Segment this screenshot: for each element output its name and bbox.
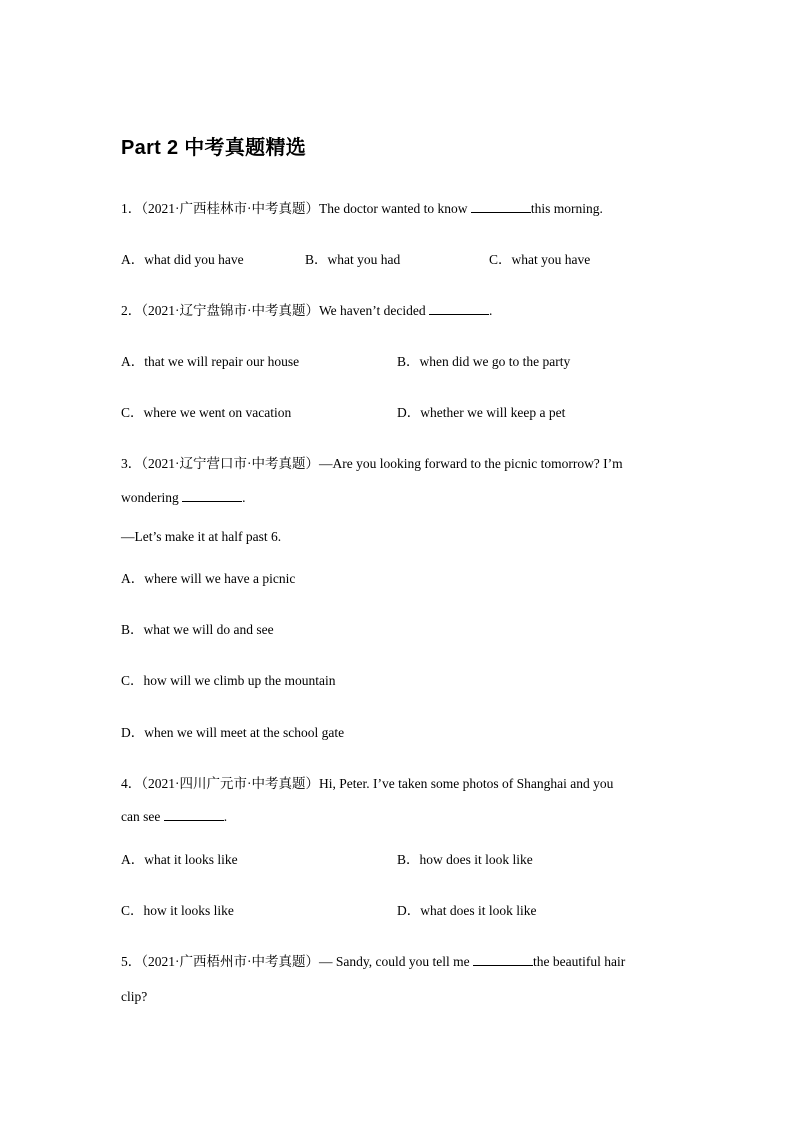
- option-c: C．what you have: [489, 252, 591, 267]
- option-d: D．whether we will keep a pet: [397, 405, 566, 420]
- question-stem-end: .: [223, 809, 228, 824]
- question-1: [121, 200, 603, 218]
- option-a: A．where will we have a picnic: [121, 571, 296, 586]
- question-stem: wondering: [121, 490, 183, 505]
- option-c: C．where we went on vacation: [121, 405, 292, 420]
- option-d: D．when we will meet at the school gate: [121, 725, 345, 740]
- question-2: [121, 302, 492, 320]
- question-3-line-2: [121, 489, 246, 507]
- question-stem: —Are you looking forward to the picnic tomorrow? I’m: [319, 456, 623, 471]
- question-5: [121, 953, 625, 971]
- question-source: （2021·辽宁盘锦市·中考真题）: [141, 303, 319, 318]
- option-c: C．how it looks like: [121, 903, 234, 918]
- question-number: 2．: [121, 303, 142, 318]
- question-stem-end: .: [489, 303, 493, 318]
- option-c: C．how will we climb up the mountain: [121, 673, 336, 688]
- question-3: [121, 455, 623, 473]
- option-b: B．when did we go to the party: [397, 354, 571, 369]
- answer-blank: [473, 953, 533, 966]
- option-b: B．how does it look like: [397, 852, 533, 867]
- option-a: A．that we will repair our house: [121, 354, 300, 369]
- answer-blank: [429, 302, 489, 315]
- question-number: 1．: [121, 201, 142, 216]
- question-source: （2021·四川广元市·中考真题）: [141, 776, 319, 791]
- question-stem: Hi, Peter. I’ve taken some photos of Shanghai and you: [319, 776, 614, 791]
- answer-blank: [471, 200, 531, 213]
- option-a: A．what it looks like: [121, 852, 238, 867]
- option-b: B．what we will do and see: [121, 622, 274, 637]
- question-source: （2021·辽宁营口市·中考真题）: [141, 456, 319, 471]
- question-4: [121, 775, 613, 793]
- question-stem-end: this morning.: [530, 201, 603, 216]
- question-source: （2021·广西桂林市·中考真题）: [141, 201, 319, 216]
- question-stem-end: the beautiful hair: [532, 954, 626, 969]
- question-stem: We haven’t decided: [319, 303, 429, 318]
- question-stem: can see: [121, 809, 164, 824]
- question-5-line-2: clip?: [121, 989, 148, 1004]
- question-number: 5．: [121, 954, 142, 969]
- question-number: 3．: [121, 456, 142, 471]
- question-number: 4．: [121, 776, 142, 791]
- option-d: D．what does it look like: [397, 903, 537, 918]
- question-source: （2021·广西梧州市·中考真题）: [141, 954, 319, 969]
- question-stem-end: .: [242, 490, 246, 505]
- question-stem: — Sandy, could you tell me: [319, 954, 473, 969]
- answer-blank: [164, 808, 224, 821]
- answer-blank: [182, 489, 242, 502]
- option-b: B．what you had: [305, 252, 401, 267]
- dialogue-reply: —Let’s make it at half past 6.: [121, 529, 282, 544]
- option-a: A．what did you have: [121, 252, 244, 267]
- question-4-line-2: [121, 808, 227, 826]
- section-heading: Part 2 中考真题精选: [121, 137, 307, 159]
- question-stem: The doctor wanted to know: [319, 201, 471, 216]
